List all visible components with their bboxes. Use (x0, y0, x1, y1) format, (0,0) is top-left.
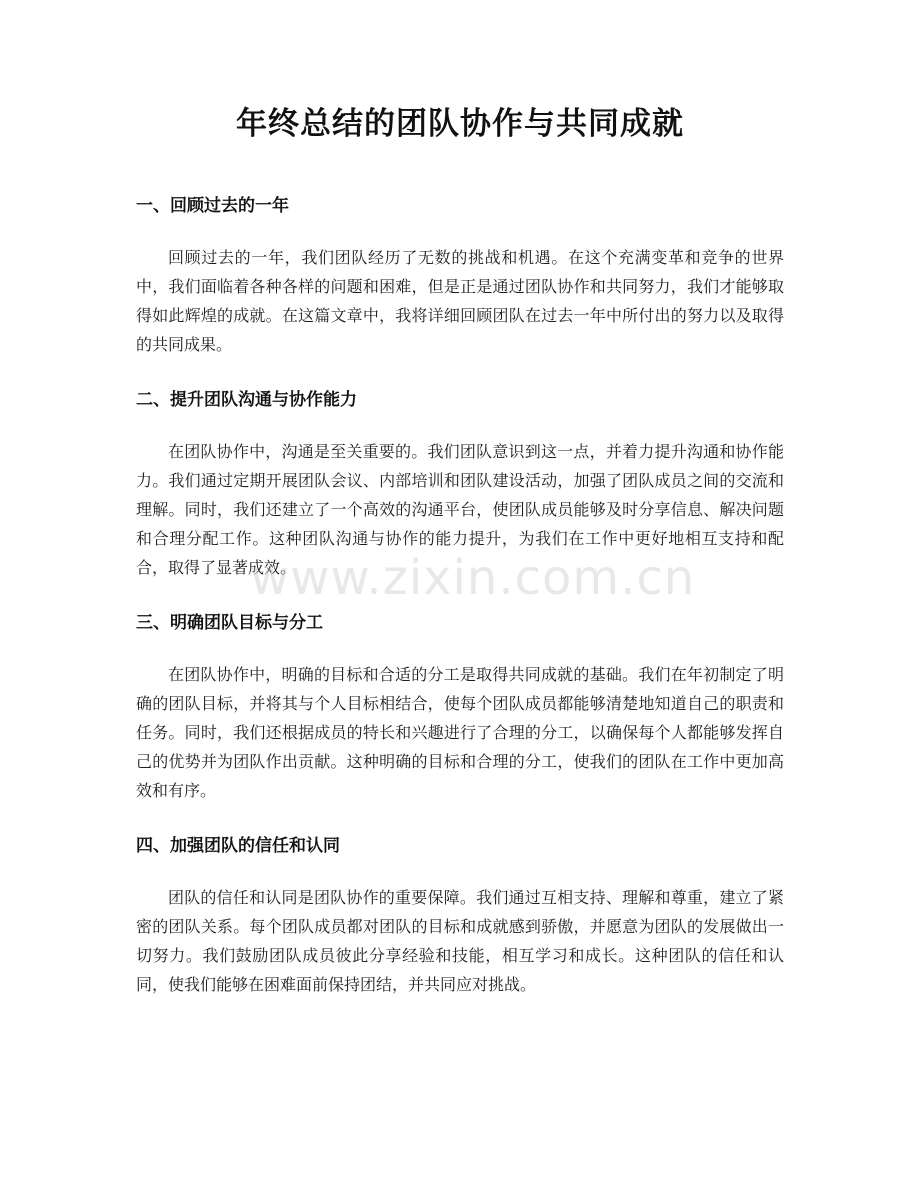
section-paragraph: 在团队协作中，沟通是至关重要的。我们团队意识到这一点，并着力提升沟通和协作能力。我们通过定期开展团队会议、内部培训和团队建设活动，加强了团队成员之间的交流和理解。同时，我们还建立了一个高效的沟通平台，使团队成员能够及时分享信息、解决问题和合理分配工作。这种团队沟通与协作的能力提升，为我们在工作中更好地相互支持和配合，取得了显著成效。 (136, 442, 784, 577)
section-heading: 二、提升团队沟通与协作能力 (136, 390, 357, 410)
document-title: 年终总结的团队协作与共同成就 (236, 106, 684, 142)
section-paragraph: 在团队协作中，明确的目标和合适的分工是取得共同成就的基础。我们在年初制定了明确的团队目标，并将其与个人目标相结合，使每个团队成员都能够清楚地知道自己的职责和任务。同时，我们还根据成员的特长和兴趣进行了合理的分工，以确保每个人都能够发挥自己的优势并为团队作出贡献。这种明确的目标和合理的分工，使我们的团队在工作中更加高效和有序。 (136, 665, 784, 800)
section-paragraph: 团队的信任和认同是团队协作的重要保障。我们通过互相支持、理解和尊重，建立了紧密的团队关系。每个团队成员都对团队的目标和成就感到骄傲，并愿意为团队的发展做出一切努力。我们鼓励团队成员彼此分享经验和技能，相互学习和成长。这种团队的信任和认同，使我们能够在困难面前保持团结，并共同应对挑战。 (136, 888, 784, 994)
section-goals (136, 611, 784, 805)
section-paragraph: 回顾过去的一年，我们团队经历了无数的挑战和机遇。在这个充满变革和竞争的世界中，我们面临着各种各样的问题和困难，但是正是通过团队协作和共同努力，我们才能够取得如此辉煌的成就。在这篇文章中，我将详细回顾团队在过去一年中所付出的努力以及取得的共同成果。 (136, 248, 784, 354)
section-heading: 一、回顾过去的一年 (136, 196, 289, 216)
section-communication (136, 388, 784, 582)
watermark: www.zixin.com.cn (250, 550, 696, 606)
section-trust (136, 834, 784, 999)
section-review (136, 194, 784, 359)
section-heading: 三、明确团队目标与分工 (136, 613, 323, 633)
section-heading: 四、加强团队的信任和认同 (136, 836, 340, 856)
